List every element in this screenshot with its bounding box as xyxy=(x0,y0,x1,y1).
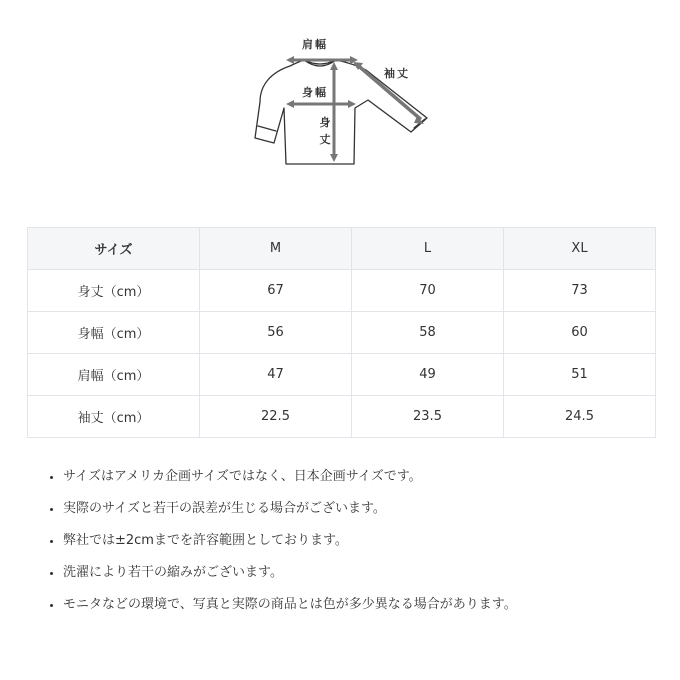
row-label: 肩幅（cm） xyxy=(28,354,200,396)
row-label: 身幅（cm） xyxy=(28,312,200,354)
table-cell: 47 xyxy=(200,354,352,396)
size-header-xl: XL xyxy=(504,228,656,270)
sleeve-length-label: 袖丈 xyxy=(384,67,410,80)
list-item: • サイズはアメリカ企画サイズではなく、日本企画サイズです。 xyxy=(63,464,663,496)
long-sleeve-shirt-diagram xyxy=(240,30,440,180)
table-cell: 56 xyxy=(200,312,352,354)
list-item: • モニタなどの環境で、写真と実際の商品とは色が多少異なる場合があります。 xyxy=(63,592,663,624)
table-cell: 67 xyxy=(200,270,352,312)
size-header-corner: サイズ xyxy=(28,228,200,270)
table-cell: 73 xyxy=(504,270,656,312)
body-length-label: 身丈 xyxy=(319,116,331,146)
table-row xyxy=(28,396,656,438)
list-item: • 洗濯により若干の縮みがございます。 xyxy=(63,560,663,592)
size-diagram xyxy=(240,30,440,180)
body-width-label: 身幅 xyxy=(302,86,328,99)
size-header-l: L xyxy=(352,228,504,270)
table-cell: 51 xyxy=(504,354,656,396)
list-item: • 実際のサイズと若干の誤差が生じる場合がございます。 xyxy=(63,496,663,528)
size-table xyxy=(27,227,656,438)
table-cell: 58 xyxy=(352,312,504,354)
table-cell: 60 xyxy=(504,312,656,354)
size-header-m: M xyxy=(200,228,352,270)
table-header-row xyxy=(28,228,656,270)
shoulder-width-label: 肩幅 xyxy=(302,38,328,51)
table-cell: 22.5 xyxy=(200,396,352,438)
notes-list xyxy=(45,464,663,624)
table-row xyxy=(28,270,656,312)
table-row xyxy=(28,354,656,396)
row-label: 袖丈（cm） xyxy=(28,396,200,438)
table-cell: 70 xyxy=(352,270,504,312)
table-row xyxy=(28,312,656,354)
row-label: 身丈（cm） xyxy=(28,270,200,312)
table-cell: 23.5 xyxy=(352,396,504,438)
table-cell: 24.5 xyxy=(504,396,656,438)
table-cell: 49 xyxy=(352,354,504,396)
list-item: • 弊社では±2cmまでを許容範囲としております。 xyxy=(63,528,663,560)
